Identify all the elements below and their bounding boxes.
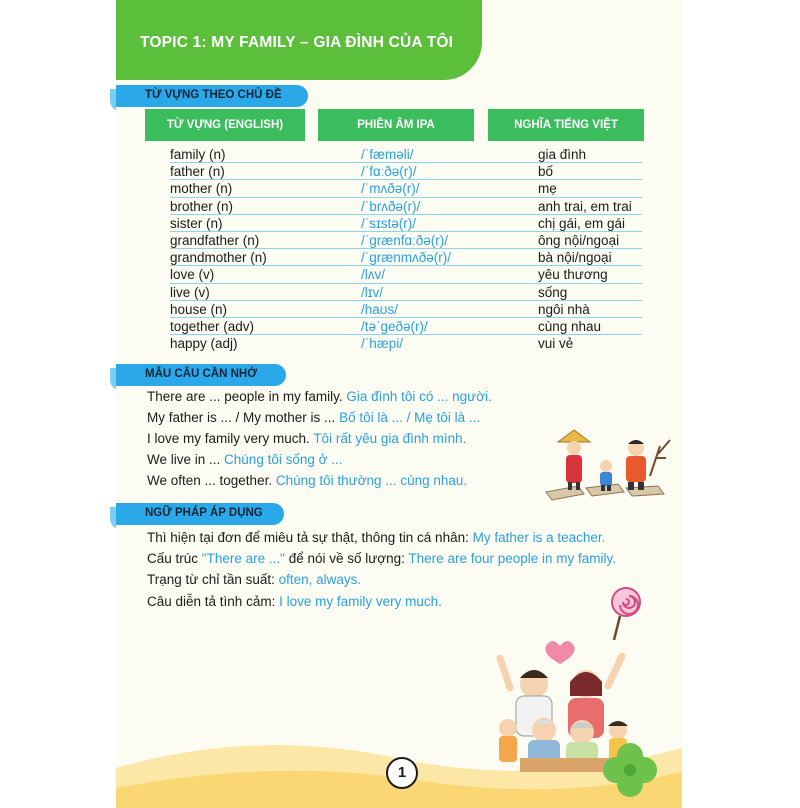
grammar-line [147,551,616,566]
vocab-meaning: ngôi nhà [538,301,590,317]
sentence-vi: Chúng tôi thường ... cùng nhau. [275,473,468,488]
table-row [144,198,642,215]
table-header-ipa: PHIÊN ÂM IPA [318,109,474,141]
table-row [144,163,642,180]
table-header-english: TỪ VỰNG (ENGLISH) [145,109,305,141]
vocab-word: grandmother (n) [170,250,267,266]
section-title-sentences: MẪU CÂU CẦN NHỚ [145,368,258,380]
vocab-word: father (n) [170,164,225,180]
table-row [144,146,642,163]
vocab-ipa: /ˈɡrænfɑːðə(r)/ [361,232,449,248]
sentence-line [147,452,342,467]
vocab-ipa: /təˈɡeðə(r)/ [361,318,428,334]
vocab-word: love (v) [170,267,215,283]
grammar-label: Câu diễn tả tình cảm: [147,594,276,609]
vocab-ipa: /lʌv/ [361,267,386,283]
vocab-ipa: /ˈfæməli/ [361,147,414,162]
vocab-ipa: /ˈfɑːðə(r)/ [361,164,417,180]
vocab-word: grandfather (n) [170,232,260,248]
table-row [144,180,642,197]
table-row [144,232,642,249]
grammar-label-2: để nói về số lượng: [288,551,405,566]
sentence-line [147,410,480,425]
vocab-meaning: chị gái, em gái [538,215,626,231]
grammar-example: often, always. [278,572,362,587]
sentence-en: We often ... together. [147,473,273,488]
sentence-line [147,473,467,488]
table-row [144,318,642,335]
page-title: TOPIC 1: MY FAMILY – GIA ĐÌNH CỦA TÔI [140,34,454,51]
grammar-line [147,594,442,609]
table-row [144,215,642,232]
page-number: 1 [386,757,418,789]
vocab-ipa: /ˈhæpi/ [361,336,404,352]
sentence-vi: Bố tôi là ... / Mẹ tôi là ... [339,410,481,425]
vocab-ipa: /haʊs/ [361,301,398,317]
vocab-word: together (adv) [170,318,255,334]
sentence-vi: Chúng tôi sống ở ... [224,452,343,467]
grammar-label: Cấu trúc [147,551,199,566]
family-illustration [538,428,678,504]
sentence-vi: Gia đình tôi có ... người. [346,389,492,404]
vocab-meaning: cùng nhau [538,318,602,334]
vocab-ipa: /ˈmʌðə(r)/ [361,181,420,197]
vocab-meaning: anh trai, em trai [538,198,632,214]
vocab-word: house (n) [170,301,228,317]
vocab-word: live (v) [170,284,210,300]
vocab-meaning: bà nội/ngoại [538,250,612,266]
vocab-ipa: /ˈsɪstə(r)/ [361,215,417,231]
sentence-line [147,389,492,404]
sentence-en: My father is ... / My mother is ... [147,410,336,425]
table-row [144,301,642,318]
grammar-line [147,572,361,587]
grammar-example: There are four people in my family. [408,551,617,566]
sentence-en: We live in ... [147,452,221,467]
vocab-table [144,146,642,352]
vocab-word: happy (adj) [170,336,238,352]
sentence-en: I love my family very much. [147,431,310,446]
sentence-vi: Tôi rất yêu gia đình mình. [313,431,467,446]
vocab-word: mother (n) [170,181,233,197]
vocab-ipa: /ˈɡrænmʌðə(r)/ [361,250,452,266]
vocab-meaning: vui vẻ [538,336,574,352]
table-header-meaning: NGHĨA TIẾNG VIỆT [488,109,644,141]
vocab-meaning: yêu thương [538,267,608,283]
section-title-grammar: NGỮ PHÁP ÁP DỤNG [145,507,263,519]
grammar-example: My father is a teacher. [472,530,606,545]
clover-icon [600,738,660,800]
vocab-meaning: ông nội/ngoại [538,232,620,248]
grammar-example: I love my family very much. [279,594,442,609]
vocab-word: brother (n) [170,198,234,214]
grammar-label: Thì hiện tại đơn để miêu tả sự thật, thông tin cá nhân: [147,530,469,545]
table-row [144,335,642,352]
table-row [144,284,642,301]
vocab-word: family (n) [170,147,226,162]
vocab-ipa: /ˈbrʌðə(r)/ [361,198,421,214]
table-row [144,249,642,266]
sentence-line [147,431,466,446]
vocab-meaning: mẹ [538,181,557,197]
grammar-line [147,530,605,545]
vocab-word: sister (n) [170,215,223,231]
vocab-meaning: bố [538,164,554,180]
section-title-vocab: TỪ VỰNG THEO CHỦ ĐỀ [145,89,282,101]
grammar-quote: "There are ..." [201,551,285,566]
vocab-meaning: gia đình [538,147,587,162]
grammar-label: Trạng từ chỉ tần suất: [147,572,275,587]
sentence-en: There are ... people in my family. [147,389,343,404]
table-row [144,266,642,283]
vocab-ipa: /lɪv/ [361,284,384,300]
vocab-meaning: sống [538,284,568,300]
